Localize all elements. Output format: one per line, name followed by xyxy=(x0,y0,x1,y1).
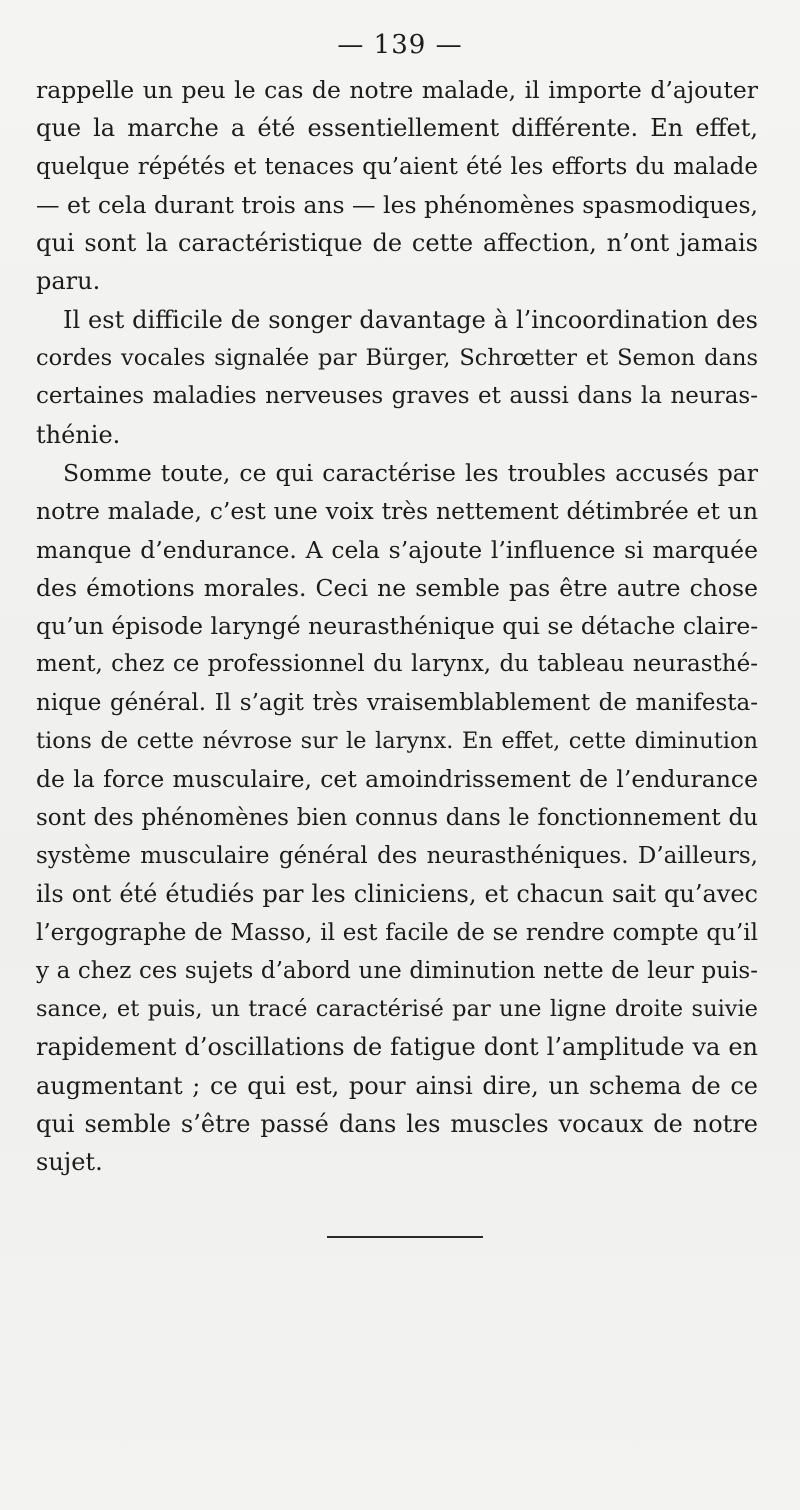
text-line: Somme toute, ce qui caractérise les troubles accusés par xyxy=(63,458,758,487)
text-line: sont des phénomènes bien connus dans le fonctionnement du xyxy=(36,804,758,831)
text-line: nique général. Il s’agit très vraisemblablement de manifesta- xyxy=(36,689,758,716)
text-line: — et cela durant trois ans — les phénomènes spasmodiques, xyxy=(36,190,758,219)
text-line: système musculaire général des neurasthéniques. D’ailleurs, xyxy=(36,842,758,869)
text-line: des émotions morales. Ceci ne semble pas être autre chose xyxy=(36,573,758,602)
text-line: ment, chez ce professionnel du larynx, du tableau neurasthé- xyxy=(36,651,758,678)
text-line: quelque répétés et tenaces qu’aient été les efforts du malade xyxy=(36,153,758,180)
end-rule xyxy=(327,1236,483,1238)
text-line: tions de cette névrose sur le larynx. En effet, cette diminution xyxy=(36,728,758,755)
text-line: l’ergographe de Masso, il est facile de se rendre compte qu’il xyxy=(36,919,758,946)
text-line: cordes vocales signalée par Bürger, Schrœtter et Semon dans xyxy=(36,345,758,372)
text-line: notre malade, c’est une voix très nettement détimbrée et un xyxy=(36,497,758,526)
text-line: qui semble s’être passé dans les muscles vocaux de notre xyxy=(36,1110,758,1139)
text-line: de la force musculaire, cet amoindrissement de l’endurance xyxy=(36,765,758,794)
text-line: augmentant ; ce qui est, pour ainsi dire, un schema de ce xyxy=(36,1071,758,1100)
text-line: ils ont été étudiés par les cliniciens, et chacun sait qu’avec xyxy=(36,880,758,909)
body-text xyxy=(36,71,758,1182)
text-line: certaines maladies nerveuses graves et aussi dans la neuras- xyxy=(36,383,758,410)
text-line: paru. xyxy=(36,267,101,296)
text-line: sujet. xyxy=(36,1148,103,1177)
text-line: rapidement d’oscillations de fatigue dont l’amplitude va en xyxy=(36,1033,758,1062)
text-line: rappelle un peu le cas de notre malade, il importe d’ajouter xyxy=(36,76,758,104)
text-line: Il est difficile de songer davantage à l’incoordination des xyxy=(63,305,758,334)
text-line: qu’un épisode laryngé neurasthénique qui se détache claire- xyxy=(36,612,759,641)
page-number: — 139 — xyxy=(337,30,463,60)
text-line: que la marche a été essentiellement différente. En effet, xyxy=(36,114,758,143)
text-line: manque d’endurance. A cela s’ajoute l’influence si marquée xyxy=(36,535,758,564)
text-line: y a chez ces sujets d’abord une diminution nette de leur puis- xyxy=(36,957,758,984)
text-line: thénie. xyxy=(36,420,121,449)
text-line: qui sont la caractéristique de cette affection, n’ont jamais xyxy=(36,229,758,258)
text-line: sance, et puis, un tracé caractérisé par une ligne droite suivie xyxy=(36,996,758,1023)
